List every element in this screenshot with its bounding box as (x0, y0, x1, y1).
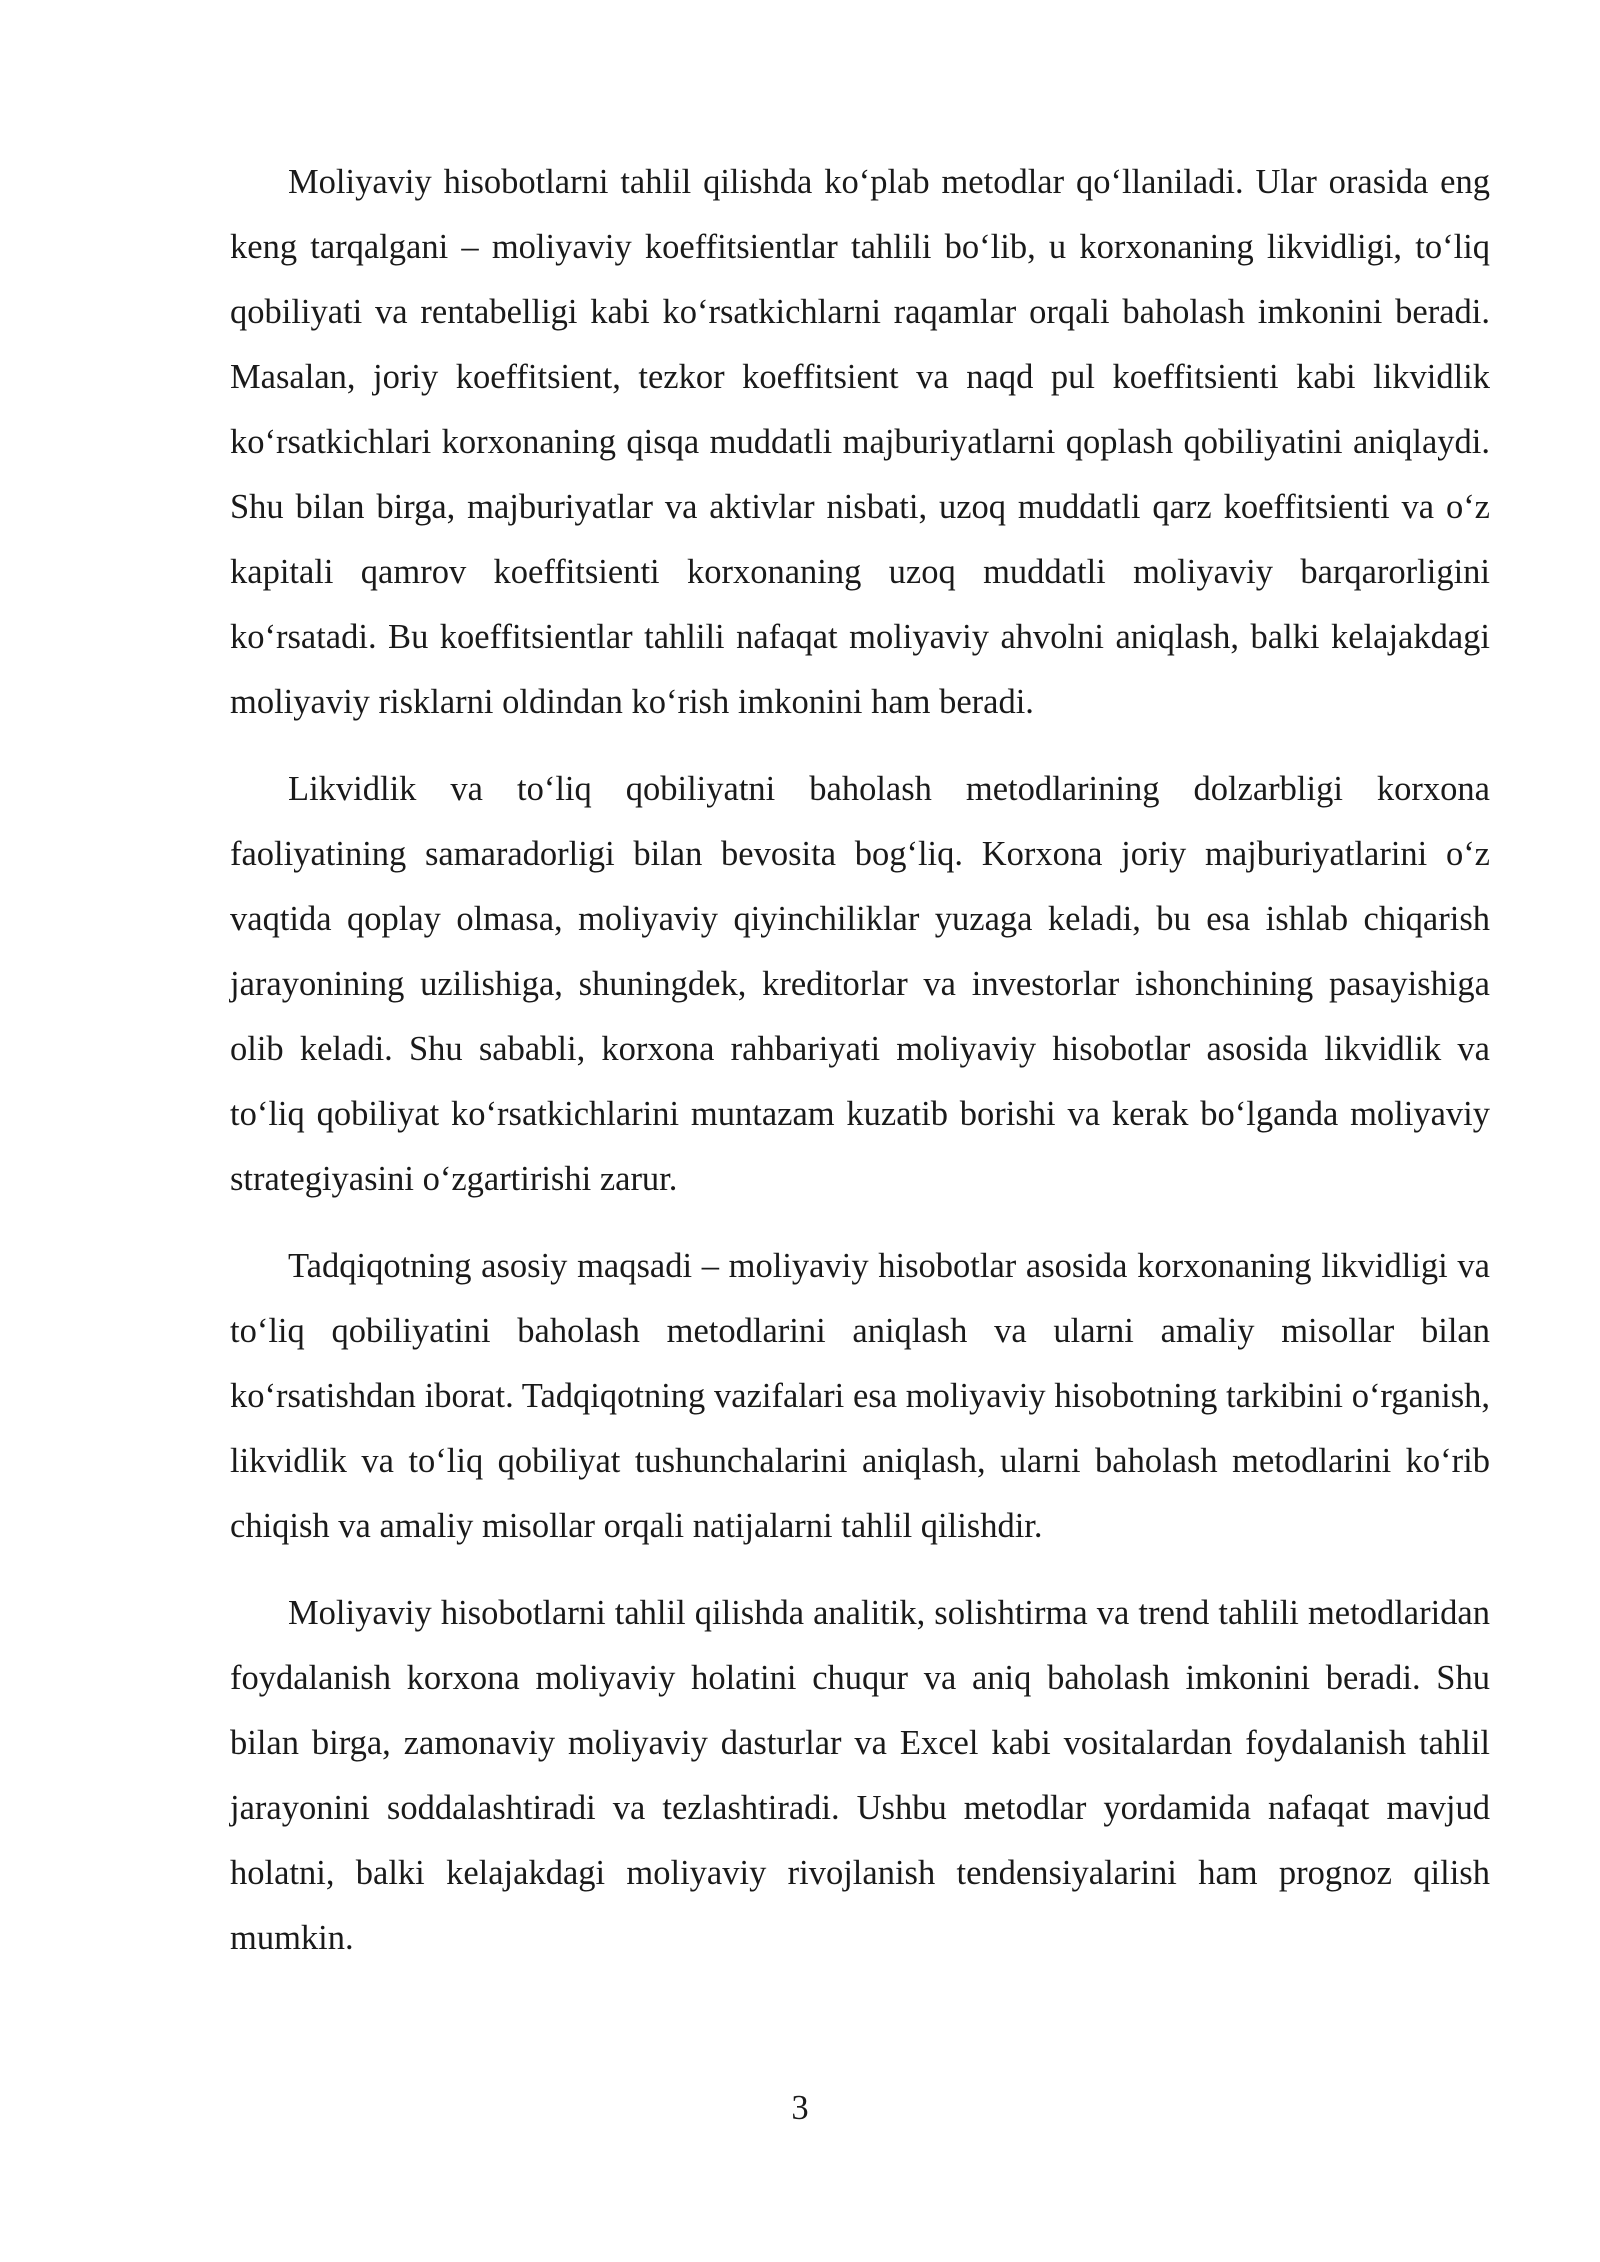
document-body (230, 150, 1490, 1971)
paragraph-2: Likvidlik va toʻliq qobiliyatni baholash metodlarining dolzarbligi korxona faoliyatining samaradorligi bilan bevosita bogʻliq. Korxona joriy majburiyatlarini oʻz vaqtida qoplay olmasa, moliyaviy qiyinchiliklar yuzaga keladi, bu esa ishlab chiqarish jarayonining uzilishiga, shuningdek, kreditorlar va investorlar ishonchining pasayishiga olib keladi. Shu sababli, korxona rahbariyati moliyaviy hisobotlar asosida likvidlik va toʻliq qobiliyat koʻrsatkichlarini muntazam kuzatib borishi va kerak boʻlganda moliyaviy strategiyasini oʻzgartirishi zarur. (230, 770, 1490, 1198)
paragraph-4: Moliyaviy hisobotlarni tahlil qilishda analitik, solishtirma va trend tahlili metodlaridan foydalanish korxona moliyaviy holatini chuqur va aniq baholash imkonini beradi. Shu bilan birga, zamonaviy moliyaviy dasturlar va Excel kabi vositalardan foydalanish tahlil jarayonini soddalashtiradi va tezlashtiradi. Ushbu metodlar yordamida nafaqat mavjud holatni, balki kelajakdagi moliyaviy rivojlanish tendensiyalarini ham prognoz qilish mumkin. (230, 1594, 1490, 1957)
paragraph-1: Moliyaviy hisobotlarni tahlil qilishda koʻplab metodlar qoʻllaniladi. Ular orasida eng keng tarqalgani – moliyaviy koeffitsientlar tahlili boʻlib, u korxonaning likvidligi, toʻliq qobiliyati va rentabelligi kabi koʻrsatkichlarni raqamlar orqali baholash imkonini beradi. Masalan, joriy koeffitsient, tezkor koeffitsient va naqd pul koeffitsienti kabi likvidlik koʻrsatkichlari korxonaning qisqa muddatli majburiyatlarni qoplash qobiliyatini aniqlaydi. Shu bilan birga, majburiyatlar va aktivlar nisbati, uzoq muddatli qarz koeffitsienti va oʻz kapitali qamrov koeffitsienti korxonaning uzoq muddatli moliyaviy barqarorligini koʻrsatadi. Bu koeffitsientlar tahlili nafaqat moliyaviy ahvolni aniqlash, balki kelajakdagi moliyaviy risklarni oldindan koʻrish imkonini ham beradi. (230, 163, 1490, 721)
paragraph-3: Tadqiqotning asosiy maqsadi – moliyaviy hisobotlar asosida korxonaning likvidligi va toʻliq qobiliyatini baholash metodlarini aniqlash va ularni amaliy misollar bilan koʻrsatishdan iborat. Tadqiqotning vazifalari esa moliyaviy hisobotning tarkibini oʻrganish, likvidlik va toʻliq qobiliyat tushunchalarini aniqlash, ularni baholash metodlarini koʻrib chiqish va amaliy misollar orqali natijalarni tahlil qilishdir. (230, 1247, 1490, 1545)
page-number: 3 (791, 2089, 809, 2127)
